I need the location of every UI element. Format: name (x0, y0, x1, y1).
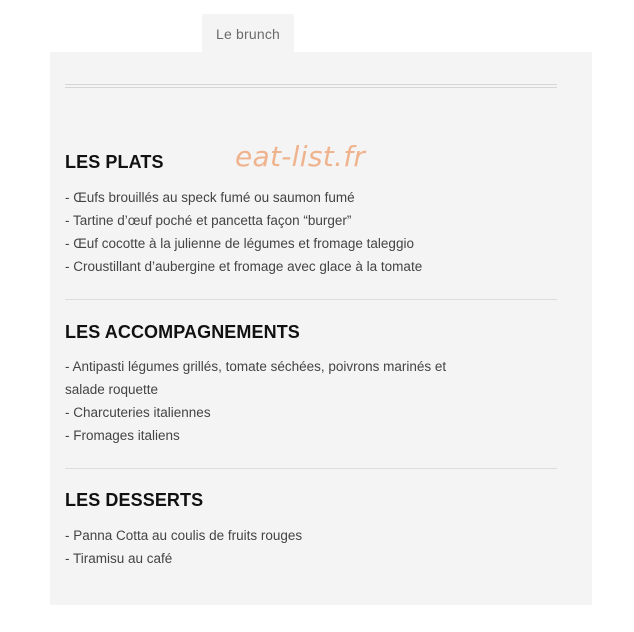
watermark: eat-list.fr (235, 140, 366, 173)
list-plats (65, 186, 485, 278)
list-item: - Charcuteries italiennes (65, 405, 211, 420)
section-divider (65, 468, 557, 469)
top-divider (65, 84, 557, 88)
list-item: - Œufs brouillés au speck fumé ou saumon fumé (65, 190, 355, 205)
list-item: - Tiramisu au café (65, 551, 173, 566)
menu-panel (50, 52, 592, 605)
list-accompagnements (65, 355, 485, 447)
list-item: - Tartine d’œuf poché et pancetta façon “burger” (65, 213, 352, 228)
list-item: - Fromages italiens (65, 428, 180, 443)
tab-le-brunch[interactable]: Le brunch (202, 14, 294, 54)
section-title-desserts: LES DESSERTS (65, 490, 204, 510)
section-divider (65, 299, 557, 300)
list-item: - Panna Cotta au coulis de fruits rouges (65, 528, 303, 543)
section-title-plats: LES PLATS (65, 152, 164, 172)
list-item: - Œuf cocotte à la julienne de légumes et fromage taleggio (65, 236, 414, 251)
section-title-accompagnements: LES ACCOMPAGNEMENTS (65, 322, 300, 342)
list-desserts (65, 524, 485, 570)
list-item: - Antipasti légumes grillés, tomate séchées, poivrons marinés et salade roquette (65, 359, 447, 397)
list-item: - Croustillant d’aubergine et fromage avec glace à la tomate (65, 259, 423, 274)
